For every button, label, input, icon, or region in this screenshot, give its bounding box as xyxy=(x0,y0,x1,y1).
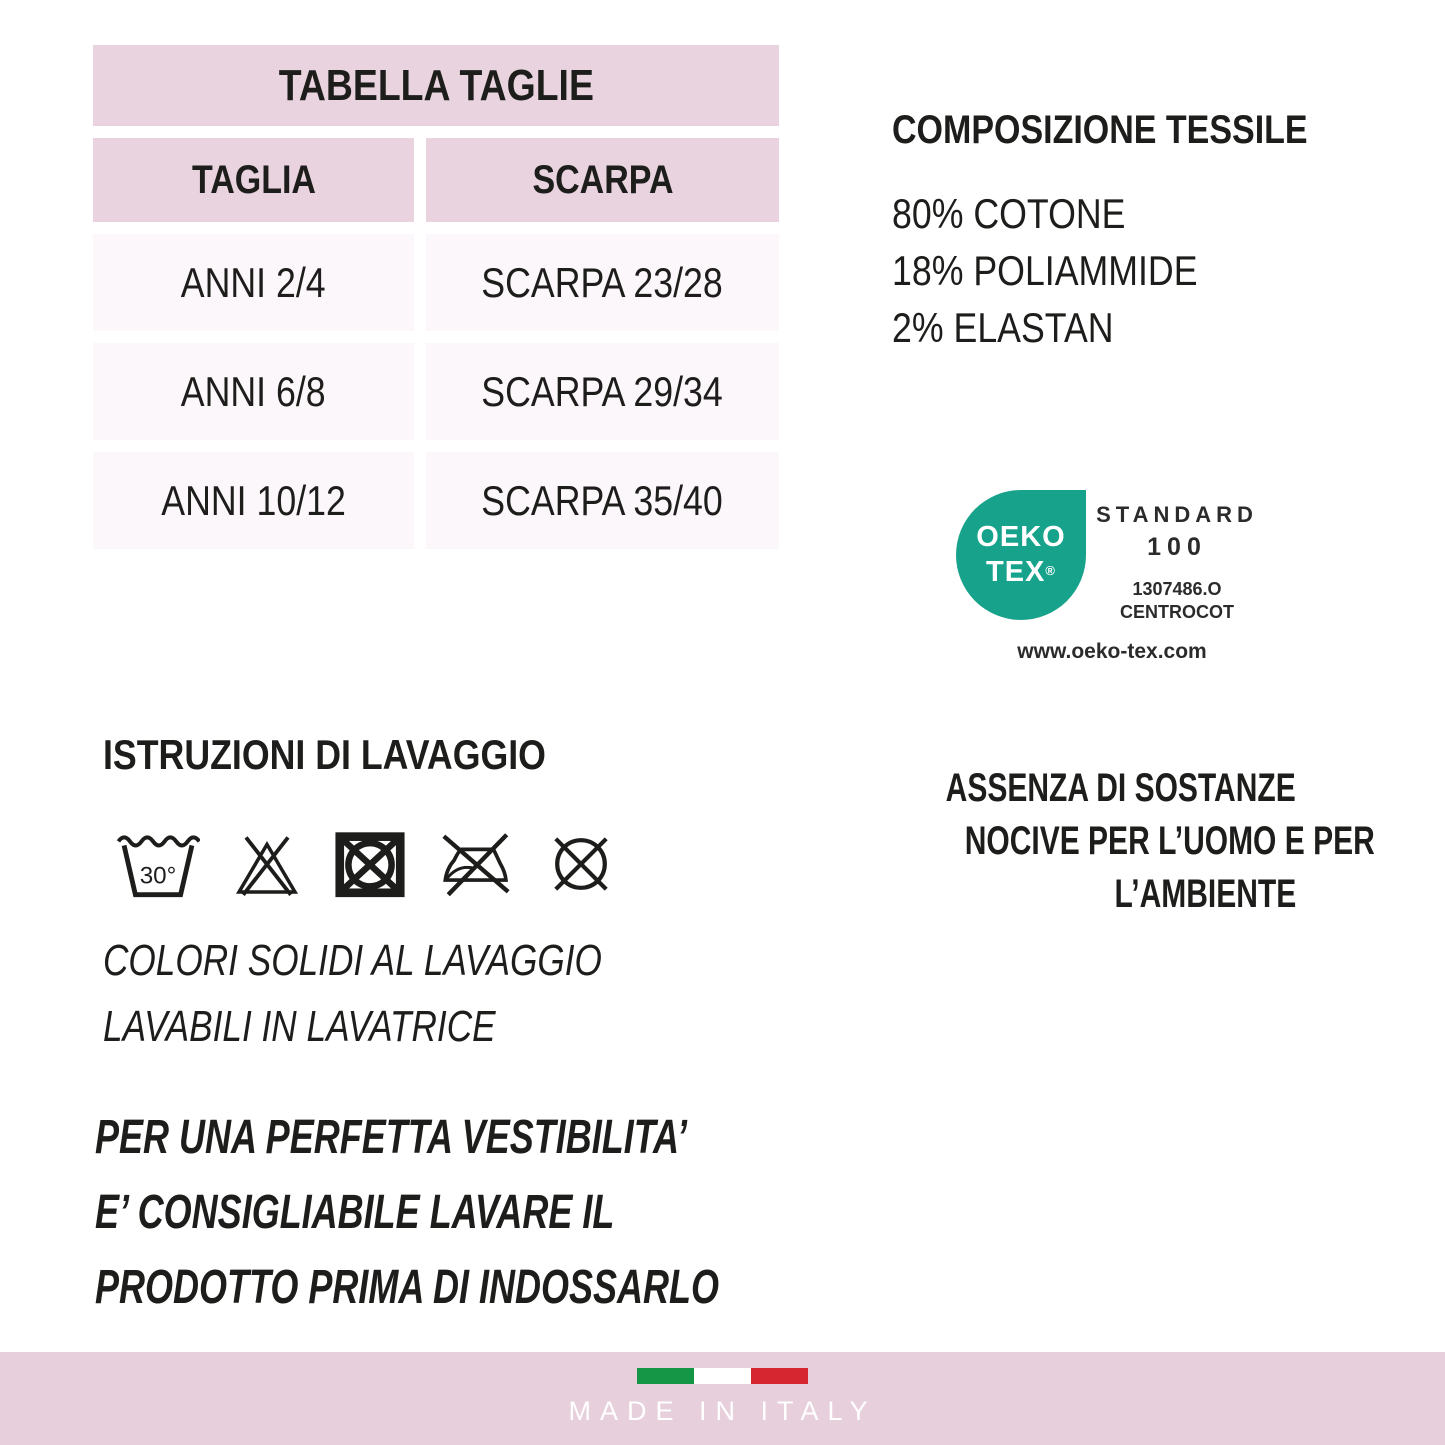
composition-item xyxy=(892,185,1381,242)
washing-title-text: ISTRUZIONI DI LAVAGGIO xyxy=(103,731,546,778)
safety-line: ASSENZA DI SOSTANZE xyxy=(945,766,1296,810)
oeko-tex-text: TEX xyxy=(986,556,1046,588)
oeko-website: www.oeko-tex.com xyxy=(1017,640,1207,663)
oeko-tex-row xyxy=(956,490,1268,624)
registered-mark: ® xyxy=(1045,563,1056,578)
size-table xyxy=(93,45,779,561)
care-symbols xyxy=(116,828,616,900)
do-not-bleach-icon xyxy=(232,828,302,900)
color-fastness-note xyxy=(103,928,727,1060)
cell-taglia xyxy=(93,343,414,440)
size-table-header-row xyxy=(93,138,779,222)
oeko-cert-id: 1307486.O xyxy=(1132,579,1222,599)
flag-green-stripe xyxy=(637,1368,694,1384)
composition-item xyxy=(892,242,1381,299)
cell-scarpa xyxy=(426,452,779,549)
made-in-italy-label: MADE IN ITALY xyxy=(568,1396,877,1426)
size-table-title-text: TABELLA TAGLIE xyxy=(278,60,594,110)
col-header-taglia: TAGLIA xyxy=(191,157,316,202)
oeko-logo-line1: OEKO xyxy=(976,521,1066,553)
flag-white-stripe xyxy=(694,1368,751,1384)
do-not-dry-clean-icon xyxy=(546,828,616,900)
fit-line: PER UNA PERFETTA VESTIBILITA’ xyxy=(95,1111,688,1164)
wash-temp-label: 30° xyxy=(139,862,177,890)
cell-taglia xyxy=(93,234,414,331)
cell-taglia-text: ANNI 10/12 xyxy=(161,476,346,524)
composition-title-text: COMPOSIZIONE TESSILE xyxy=(892,108,1308,152)
cell-scarpa xyxy=(426,343,779,440)
oeko-standard-label: STANDARD xyxy=(1096,502,1258,527)
oeko-logo-line2 xyxy=(986,554,1056,589)
note-line: COLORI SOLIDI AL LAVAGGIO xyxy=(103,936,602,985)
safety-line: L’AMBIENTE xyxy=(1114,872,1296,916)
oeko-standard-number: 100 xyxy=(1147,533,1207,561)
flag-red-stripe xyxy=(751,1368,808,1384)
cell-scarpa-text: SCARPA 29/34 xyxy=(481,367,724,415)
fit-line: PRODOTTO PRIMA DI INDOSSARLO xyxy=(95,1261,720,1314)
cell-scarpa-text: SCARPA 23/28 xyxy=(481,258,724,306)
oeko-standard-block xyxy=(1086,490,1268,624)
composition-title xyxy=(892,108,1381,153)
do-not-tumble-dry-icon xyxy=(334,828,406,900)
textile-composition xyxy=(892,108,1381,356)
composition-item-text: 18% POLIAMMIDE xyxy=(892,247,1198,294)
size-table-col-taglia xyxy=(93,138,414,222)
cell-scarpa-text: SCARPA 35/40 xyxy=(481,476,724,524)
safety-line: NOCIVE PER L’UOMO E PER xyxy=(964,819,1375,863)
oeko-tex-certification xyxy=(956,490,1268,664)
fit-line: E’ CONSIGLIABILE LAVARE IL xyxy=(95,1186,615,1239)
composition-item xyxy=(892,299,1381,356)
do-not-iron-icon xyxy=(438,828,514,900)
cell-taglia-text: ANNI 6/8 xyxy=(181,367,326,415)
oeko-tex-logo xyxy=(956,490,1086,620)
composition-list xyxy=(892,185,1381,356)
oeko-cert-org: CENTROCOT xyxy=(1120,602,1234,622)
safety-statement xyxy=(828,762,1375,921)
col-header-scarpa: SCARPA xyxy=(531,157,674,202)
cell-taglia xyxy=(93,452,414,549)
italian-flag-icon xyxy=(637,1368,809,1384)
table-row xyxy=(93,234,779,331)
wash-30-icon xyxy=(116,828,200,900)
cell-scarpa xyxy=(426,234,779,331)
washing-title xyxy=(103,731,624,779)
fit-advice xyxy=(95,1100,927,1325)
note-line: LAVABILI IN LAVATRICE xyxy=(103,1002,496,1051)
footer-bar xyxy=(0,1352,1445,1445)
table-row xyxy=(93,343,779,440)
size-table-title xyxy=(93,45,779,126)
composition-item-text: 80% COTONE xyxy=(892,190,1126,237)
table-row xyxy=(93,452,779,549)
cell-taglia-text: ANNI 2/4 xyxy=(181,258,326,306)
composition-item-text: 2% ELASTAN xyxy=(892,304,1114,351)
size-table-col-scarpa xyxy=(426,138,779,222)
